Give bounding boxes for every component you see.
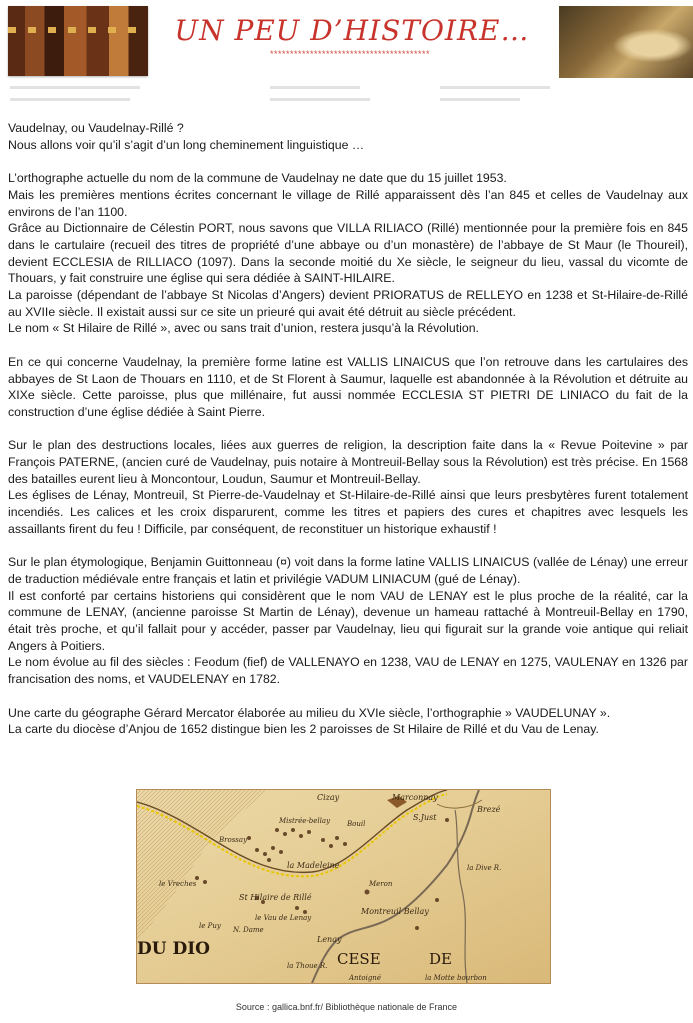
paragraph-line: Une carte du géographe Gérard Mercator élaborée au milieu du XVIe siècle, l’orthographie » VAUDELUNAY ». [8, 705, 611, 720]
map-label: Marconnay [392, 793, 438, 802]
map-label: le Vreches [159, 880, 197, 888]
map-label: S.Just [413, 813, 437, 822]
paragraph-line: Sur le plan étymologique, Benjamin Guittonneau (¤) voit dans la forme latine VALLIS LINAICUS (vallée de Lénay) une erreur de traduction médiévale entre français et latin et privilégie VADUM LINIACUM (gué de Lénay). [8, 555, 688, 586]
paragraph-spacer [8, 538, 688, 555]
paragraph-line: Le nom « St Hilaire de Rillé », avec ou sans trait d’union, restera jusqu’à la Révolution. [8, 321, 479, 336]
map-label: DE [429, 950, 452, 968]
map-label: N. Dame [233, 926, 264, 934]
map-label: DU DIO [137, 939, 210, 959]
page-header [0, 0, 693, 82]
bleed-through-text [0, 80, 693, 110]
map-label: le Vau de Lenay [255, 914, 312, 922]
map-label: Lenay [317, 935, 342, 944]
books-image [8, 6, 148, 76]
paragraph-spacer [8, 421, 688, 438]
map-label: Brezé [477, 805, 501, 814]
article-body [8, 120, 688, 738]
map-label: Montreuil Bellay [361, 907, 429, 916]
historical-map [136, 789, 551, 984]
map-source-caption: Source : gallica.bnf.fr/ Bibliothèque nationale de France [235, 1002, 458, 1012]
map-label: Brossay [219, 836, 248, 844]
paragraph-line: Mais les premières mentions écrites concernant le village de Rillé apparaissent dès l’an 845 et celles de Vaudelnay aux environs de l’an 1100. [8, 187, 688, 219]
map-label: Cizay [317, 793, 340, 802]
paragraph-line: Les églises de Lénay, Montreuil, St Pierre-de-Vaudelnay et St-Hilaire-de-Rillé ainsi que leurs presbytères furent totalement incendiés. Les calices et les croix disparurent, comme les titres et papiers des cures et chapitres avec lesquels les assaillants firent du feu ! Difficile, par conséquent, de reconstituer un historique exhaustif ! [8, 488, 688, 536]
map-label: Mistrée-bellay [279, 817, 331, 825]
paragraph-line: Le nom évolue au fil des siècles : Feodum (fief) de VALLENAYO en 1238, VAU de LENAY en 1275, VAULENAY en 1326 par francisation des noms, et VAUDELENAY en 1782. [8, 655, 688, 687]
paragraph-line: Il est conforté par certains historiens qui considèrent que le nom VAU de LENAY est le plus proche de la réalité, car la commune de LENAY, (ancienne paroisse St Martin de Lénay), devenue un hameau rattaché à Montreuil-Bellay en 1790, était très proche, et qu’il fallait pour y accéder, passer par Vaudelnay, lieu qui figurait sur la grande voie antique qui reliait Angers à Poitiers. [8, 588, 688, 653]
page-title: UN PEU D’HISTOIRE… [174, 14, 530, 47]
paragraph-line: L’orthographe actuelle du nom de la commune de Vaudelnay ne date que du 15 juillet 1953. [8, 171, 507, 186]
paragraph-line: La carte du diocèse d’Anjou de 1652 distingue bien les 2 paroisses de St Hilaire de Rillé et du Vau de Lenay. [8, 722, 599, 737]
paragraph-spacer [8, 153, 688, 170]
painting-image [559, 6, 693, 78]
map-label: la Madeleine [287, 861, 340, 870]
paragraph-line: Nous allons voir qu’il s’agit d’un long cheminement linguistique … [8, 137, 365, 152]
map-label: St Hilaire de Rillé [239, 893, 312, 902]
map-label: le Puy [199, 922, 221, 930]
paragraph-line: La paroisse (dépendant de l’abbaye St Nicolas d’Angers) devient PRIORATUS de RELLEYO en 1238 et St-Hilaire-de-Rillé au XVIIe siècle. Il existait aussi sur ce site un prieuré qui avait été détruit au siècle précédent. [8, 288, 688, 319]
paragraph-spacer [8, 688, 688, 705]
map-label: la Dive R. [467, 864, 502, 872]
map-label: la Motte bourbon [425, 974, 487, 982]
paragraph-line: Grâce au Dictionnaire de Célestin PORT, nous savons que VILLA RILIACO (Rillé) mentionnée pour la première fois en 845 dans le cartulaire (recueil des titres de propriété d’une abbaye ou d’un monastère) de l’abbaye de St Maur (le Thoureil), devient ECCLESIA de RILLIACO (1097). Dans la seconde moitié du Xe siècle, le seigneur du lieu, vassal du vicomte de Thouars, y fait construire une église qui sera dédiée à SAINT-HILAIRE. [8, 221, 688, 286]
paragraph-spacer [8, 337, 688, 354]
paragraph-line: Vaudelnay, ou Vaudelnay-Rillé ? [8, 121, 184, 135]
map-label: Antoigné [349, 974, 381, 982]
map-label: la Thoue R. [287, 962, 328, 970]
paragraph-line: Sur le plan des destructions locales, liées aux guerres de religion, la description faite dans la « Revue Poitevine » par François PATERNE, (ancien curé de Vaudelnay, puis notaire à Montreuil-Bellay sous la Révolution) est très précise. En 1568 des batailles eurent lieu à Moncontour, Loudun, Saumur et Montreuil-Bellay. [8, 438, 688, 486]
map-label: Meron [369, 880, 393, 888]
map-label: Bouil [347, 820, 366, 828]
map-label: CESE [337, 950, 381, 968]
decorative-stars: **************************************** [269, 49, 431, 59]
paragraph-line: En ce qui concerne Vaudelnay, la première forme latine est VALLIS LINAICUS que l’on retrouve dans les cartulaires des abbayes de St Laon de Thouars en 1110, et de St Florent à Saumur, laquelle est abandonnée à la Révolution et détruite au XIXe siècle. Cette paroisse, plus que millénaire, fut aussi nommée ECCLESIA ST PIETRI DE LINIACO du fait de la construction d’une église dédiée à Saint Pierre. [8, 354, 688, 419]
